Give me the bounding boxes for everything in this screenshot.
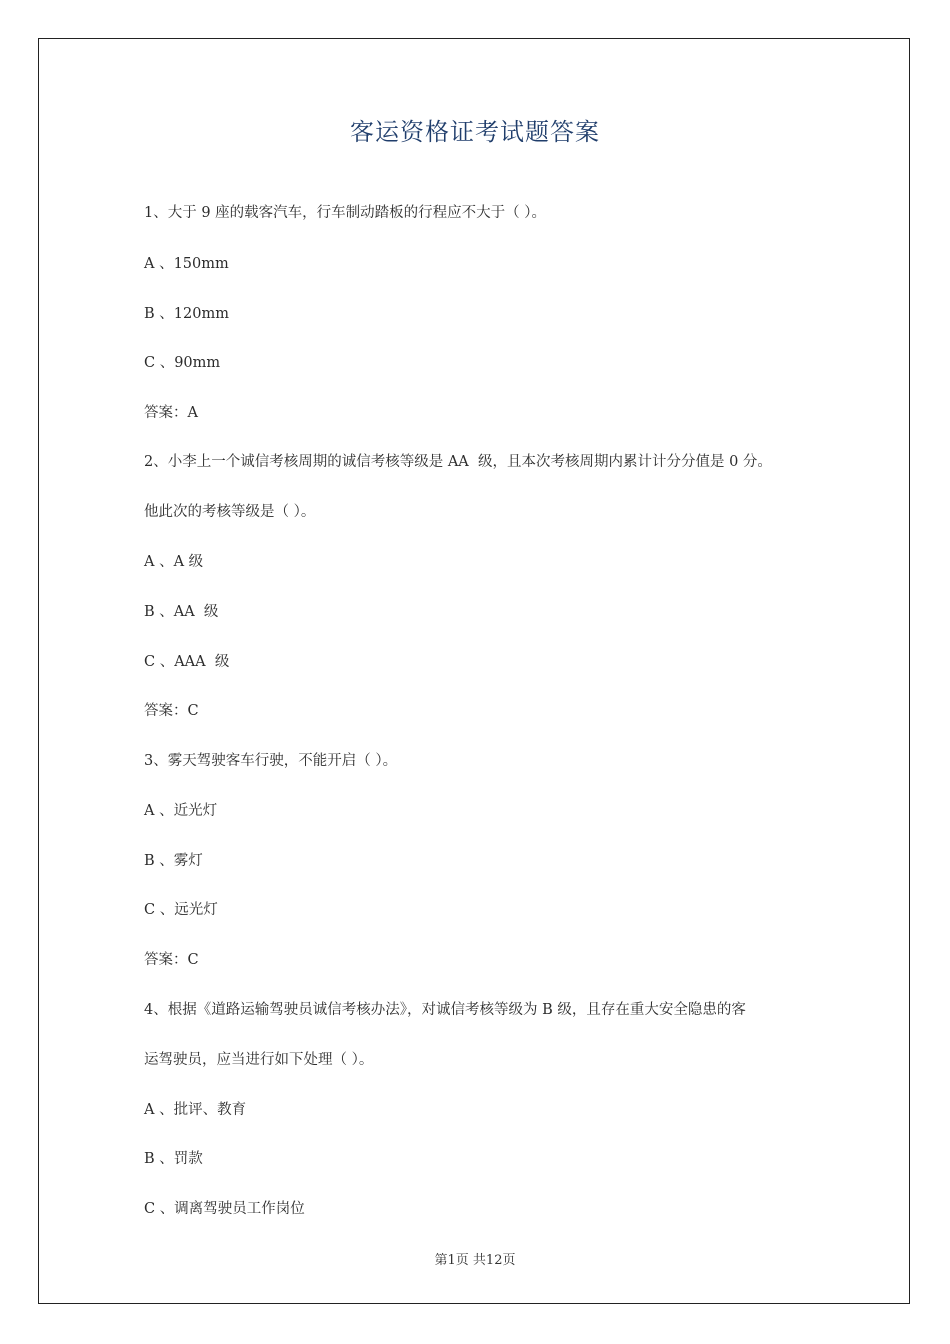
page-footer: 第1页 共12页	[434, 1253, 516, 1268]
question-3-option-c: C 、远光灯	[144, 902, 218, 918]
question-1-option-b: B 、120mm	[144, 306, 229, 322]
question-1-option-c: C 、90mm	[144, 355, 221, 371]
question-4: 4、根据《道路运输驾驶员诚信考核办法》，对诚信考核等级为 B 级，且存在重大安全隐患的客	[144, 1002, 746, 1018]
question-4-option-a: A 、批评、教育	[144, 1102, 247, 1118]
question-2-option-b: B 、AA 级	[144, 604, 219, 620]
question-2-answer: 答案：C	[144, 703, 199, 719]
question-4-option-c: C 、调离驾驶员工作岗位	[144, 1201, 305, 1217]
question-3-answer: 答案：C	[144, 952, 199, 968]
question-3-option-b: B 、雾灯	[144, 853, 203, 869]
question-1-option-a: A 、150mm	[144, 256, 229, 272]
question-1-answer: 答案：A	[144, 405, 198, 421]
question-1: 1、大于 9 座的载客汽车，行车制动踏板的行程应不大于（ ）。	[144, 205, 547, 221]
question-3-option-a: A 、近光灯	[144, 803, 218, 819]
question-2: 2、小李上一个诚信考核周期的诚信考核等级是 AA 级，且本次考核周期内累计计分分值是 0 分。	[144, 454, 772, 470]
question-2-continued: 他此次的考核等级是（ ）。	[144, 504, 316, 520]
question-2-option-a: A 、A 级	[144, 554, 204, 570]
document-title: 客运资格证考试题答案	[350, 118, 600, 146]
question-3: 3、雾天驾驶客车行驶，不能开启（ ）。	[144, 753, 398, 769]
question-4-option-b: B 、罚款	[144, 1151, 203, 1167]
question-2-option-c: C 、AAA 级	[144, 654, 230, 670]
question-4-continued: 运驾驶员，应当进行如下处理（ ）。	[144, 1052, 374, 1068]
